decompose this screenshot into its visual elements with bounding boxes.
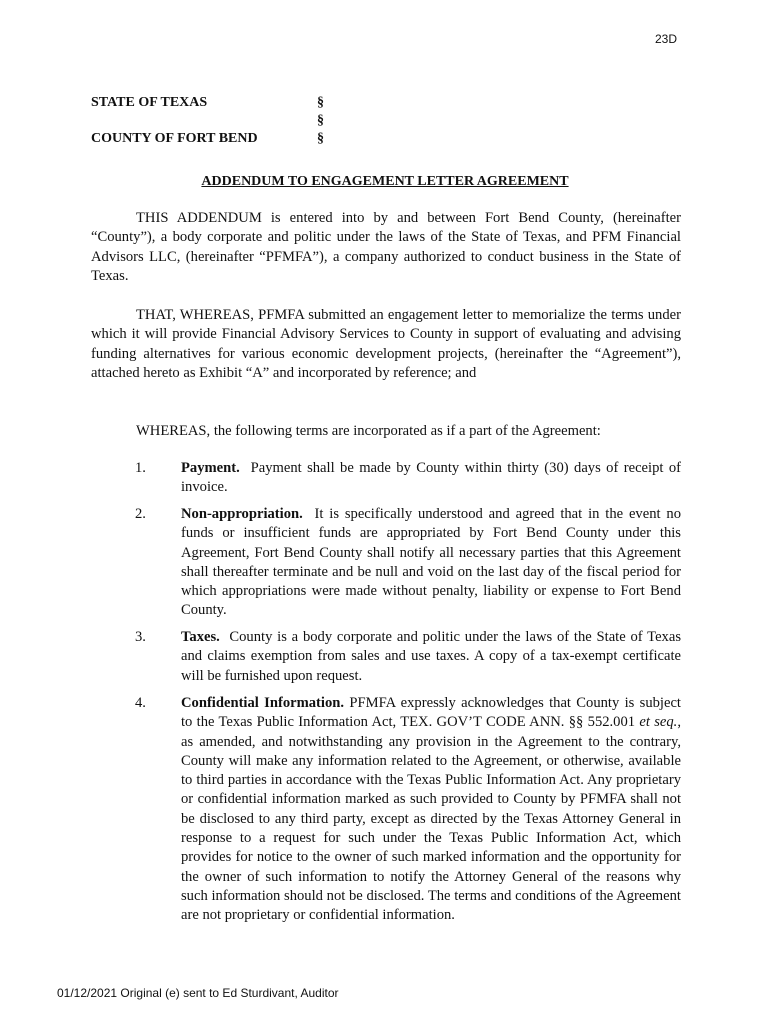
caption-row-state bbox=[91, 94, 324, 112]
item-body bbox=[181, 628, 681, 686]
item-number: 3. bbox=[135, 629, 146, 645]
paragraph-indent bbox=[91, 210, 136, 226]
terms-intro-paragraph: WHEREAS, the following terms are incorporated as if a part of the Agreement: bbox=[136, 423, 601, 439]
item-number: 2. bbox=[135, 506, 146, 522]
list-item-confidential-information bbox=[135, 694, 681, 926]
caption-row-blank bbox=[91, 112, 324, 130]
section-sign: § bbox=[317, 95, 324, 110]
item-text-italic: et seq. bbox=[639, 714, 678, 731]
list-item-payment bbox=[135, 459, 681, 498]
list-item-non-appropriation bbox=[135, 505, 681, 621]
item-body bbox=[181, 694, 681, 926]
whereas-paragraph bbox=[91, 306, 681, 383]
page-number: 23D bbox=[655, 32, 678, 46]
item-number: 4. bbox=[135, 695, 146, 711]
county-label: COUNTY OF FORT BEND bbox=[91, 131, 258, 146]
item-body bbox=[181, 505, 681, 621]
item-heading: Confidential Information. bbox=[181, 695, 345, 711]
item-heading: Taxes. bbox=[181, 629, 220, 645]
paragraph-text: THAT, WHEREAS, PFMFA submitted an engagement letter to memorialize the terms under which it will provide Financial Advisory Services to County in support of evaluating and advising funding alternatives for various economic development projects, (hereinafter the “Agreement”), attached hereto as Exhibit “A” and incorporated by reference; and bbox=[91, 307, 681, 381]
footer-note: 01/12/2021 Original (e) sent to Ed Sturdivant, Auditor bbox=[57, 986, 339, 1000]
item-heading: Payment. bbox=[181, 460, 240, 476]
section-sign: § bbox=[317, 113, 324, 128]
item-text: Payment shall be made by County within thirty (30) days of receipt of invoice. bbox=[181, 460, 681, 496]
item-text: PFMFA expressly acknowledges that County is subject to the Texas Public Information Act, TEX. GOV’T CODE ANN. §§ 552.001 bbox=[181, 695, 681, 731]
item-heading: Non-appropriation. bbox=[181, 506, 303, 522]
paragraph-indent bbox=[91, 307, 136, 323]
case-caption bbox=[91, 94, 324, 148]
section-sign: § bbox=[317, 131, 324, 146]
state-label: STATE OF TEXAS bbox=[91, 95, 208, 110]
item-body bbox=[181, 459, 681, 498]
item-text: County is a body corporate and politic under the laws of the State of Texas and claims exemption from sales and use taxes. A copy of a tax-exempt certificate will be furnished upon request. bbox=[181, 629, 682, 684]
paragraph-text: THIS ADDENDUM is entered into by and between Fort Bend County, (hereinafter “County”), a body corporate and politic under the laws of the State of Texas, and PFM Financial Advisors LLC, (hereinafter “PFMFA”), a company authorized to conduct business in the State of Texas. bbox=[91, 210, 681, 284]
item-text: It is specifically understood and agreed that in the event no funds or insufficient funds are appropriated by Fort Bend County under this Agreement, Fort Bend County shall notify all necessary parties that this Agreement shall thereafter terminate and be null and void on the last day of the fiscal period for which appropriations were made without penalty, liability or expense to Fort Bend County. bbox=[181, 506, 682, 619]
intro-paragraph bbox=[91, 209, 681, 286]
caption-row-county bbox=[91, 130, 324, 148]
item-number: 1. bbox=[135, 460, 146, 476]
document-title: ADDENDUM TO ENGAGEMENT LETTER AGREEMENT bbox=[201, 174, 569, 189]
list-item-taxes bbox=[135, 628, 681, 686]
item-text: , as amended, and notwithstanding any provision in the Agreement to the contrary, County will make any information related to the Agreement, or otherwise, available to third parties in accordance with the Texas Public Information Act. Any proprietary or confidential information marked as such provided to County by PFMFA shall not be disclosed to any third party, except as directed by the Texas Attorney General in response to a request for such under the Texas Public Information Act, which provides for notice to the owner of such marked information and the opportunity for the owner of such information to notify the Attorney General of the reasons why such information should not be disclosed. The terms and conditions of the Agreement are not proprietary or confidential information. bbox=[181, 714, 681, 924]
